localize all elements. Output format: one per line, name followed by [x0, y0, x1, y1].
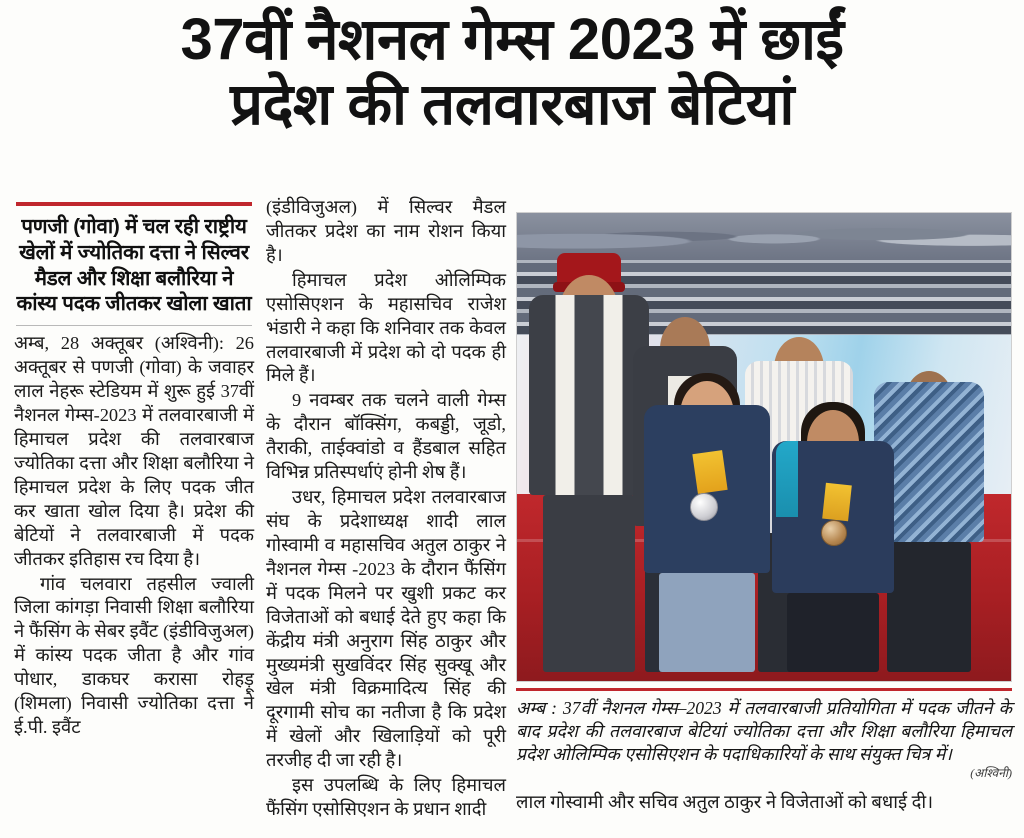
- photo-caption: अम्ब : 37वीं नैशनल गेम्स–2023 में तलवारबाजी प्रतियोगिता में पदक जीतने के बाद प्रदेश की तलवारबाज बेटियां ज्योतिका दत्ता और शिक्षा बलौरिया हिमाचल प्रदेश ओलिम्पिक एसोसिएशन के पदाधिकारियों के साथ संयुक्त चित्र में।: [516, 698, 1012, 764]
- paragraph: अम्ब, 28 अक्तूबर (अश्विनी): 26 अक्तूबर से पणजी (गोवा) के जवाहर लाल नेहरू स्टेडियम में शुरू हुई 37वीं नैशनल गेम्स-2023 में तलवारबाजी में हिमाचल प्रदेश की तलवारबाज ज्योतिका दत्ता और शिक्षा बलौरिया ने हिमाचल प्रदेश के लिए पदक जीत कर खाता खोल दिया है। प्रदेश की बेटियों ने तलवारबाजी में पदक जीतकर इतिहास रच दिया है।: [14, 333, 254, 569]
- figure-legs: [787, 593, 879, 672]
- bronze-medal-icon: [821, 520, 847, 546]
- medal-ribbon: [692, 450, 727, 494]
- standfirst-top-rule: [16, 202, 252, 206]
- caption-top-rule: [516, 688, 1012, 691]
- photo-scene: [517, 213, 1011, 681]
- paragraph: (इंडीविजुअल) में सिल्वर मैडल जीतकर प्रदेश का नाम रोशन किया है।: [266, 197, 506, 265]
- column-two: [266, 196, 516, 838]
- silver-medal-icon: [690, 493, 718, 521]
- figure-legs: [887, 542, 971, 672]
- paragraph: इस उपलब्धि के लिए हिमाचल फैंसिंग एसोसिएशन के प्रधान शादी: [266, 775, 506, 820]
- column-one: [14, 196, 266, 838]
- athlete-silver-medalist: [645, 381, 769, 671]
- article-tail-text: लाल गोस्वामी और सचिव अतुल ठाकुर ने विजेताओं को बधाई दी।: [516, 791, 934, 812]
- figure-legs: [543, 495, 635, 672]
- paragraph: हिमाचल प्रदेश ओलिम्पिक एसोसिएशन के महासचिव राजेश भंडारी ने कहा कि शनिवार तक केवल तलवारबाजी में प्रदेश को दो पदक ही मिले हैं।: [266, 269, 506, 386]
- headline-line-2: प्रदेश की तलवारबाज बेटियां: [230, 72, 794, 138]
- paragraph: गांव चलवारा तहसील ज्वाली जिला कांगड़ा निवासी शिक्षा बलौरिया ने फैंसिंग के सेबर इवैंट (इंडीविजुअल) में कांस्य पदक जीता है और गांव पोधार, डाकघर करासा रोहड़ू (शिमला) निवासी ज्योतिका दत्ता ने ई.पी. इवैंट: [14, 573, 254, 738]
- article-photo: [516, 212, 1012, 682]
- page-title: [0, 0, 1024, 136]
- athlete-bronze-medalist: [774, 410, 893, 672]
- figure-legs: [659, 573, 755, 672]
- photo-credit: (अश्विनी): [970, 765, 1012, 780]
- medal-ribbon: [822, 482, 852, 521]
- article-body: [0, 196, 1024, 838]
- standfirst-bottom-rule: [16, 325, 252, 326]
- paragraph: उधर, हिमाचल प्रदेश तलवारबाज संघ के प्रदेशाध्यक्ष शादी लाल गोस्वामी व महासचिव अतुल ठाकुर ने नैशनल गेम्स -2023 के दौरान फैंसिंग में पदक मिलने पर खुशी प्रकट कर विजेताओं को बधाई देते हुए कहा कि केंद्रीय मंत्री अनुराग सिंह ठाकुर और मुख्यमंत्री सुखविंदर सिंह सुक्खू और खेल मंत्री विक्रमादित्य सिंह की दूरगामी सोच का नतीजा है कि प्रदेश में खेलों और खिलाड़ियों को पूरी तरजीह दी जा रही है।: [266, 487, 506, 771]
- paragraph: 9 नवम्बर तक चलने वाली गेम्स के दौरान बॉक्सिंग, कबड्डी, जूडो, तैराकी, ताईक्वांडो व हैंडबाल सहित विभिन्न प्रतिस्पर्धाएं होनी शेष हैं।: [266, 390, 506, 483]
- column-three: [516, 196, 1012, 838]
- standfirst: पणजी (गोवा) में चल रही राष्ट्रीय खेलों में ज्योतिका दत्ता ने सिल्वर मैडल और शिक्षा बलौरिया ने कांस्य पदक जीतकर खोला खाता: [16, 215, 252, 316]
- headline-line-1: 37वीं नैशनल गेम्स 2023 में छाईं: [180, 7, 844, 72]
